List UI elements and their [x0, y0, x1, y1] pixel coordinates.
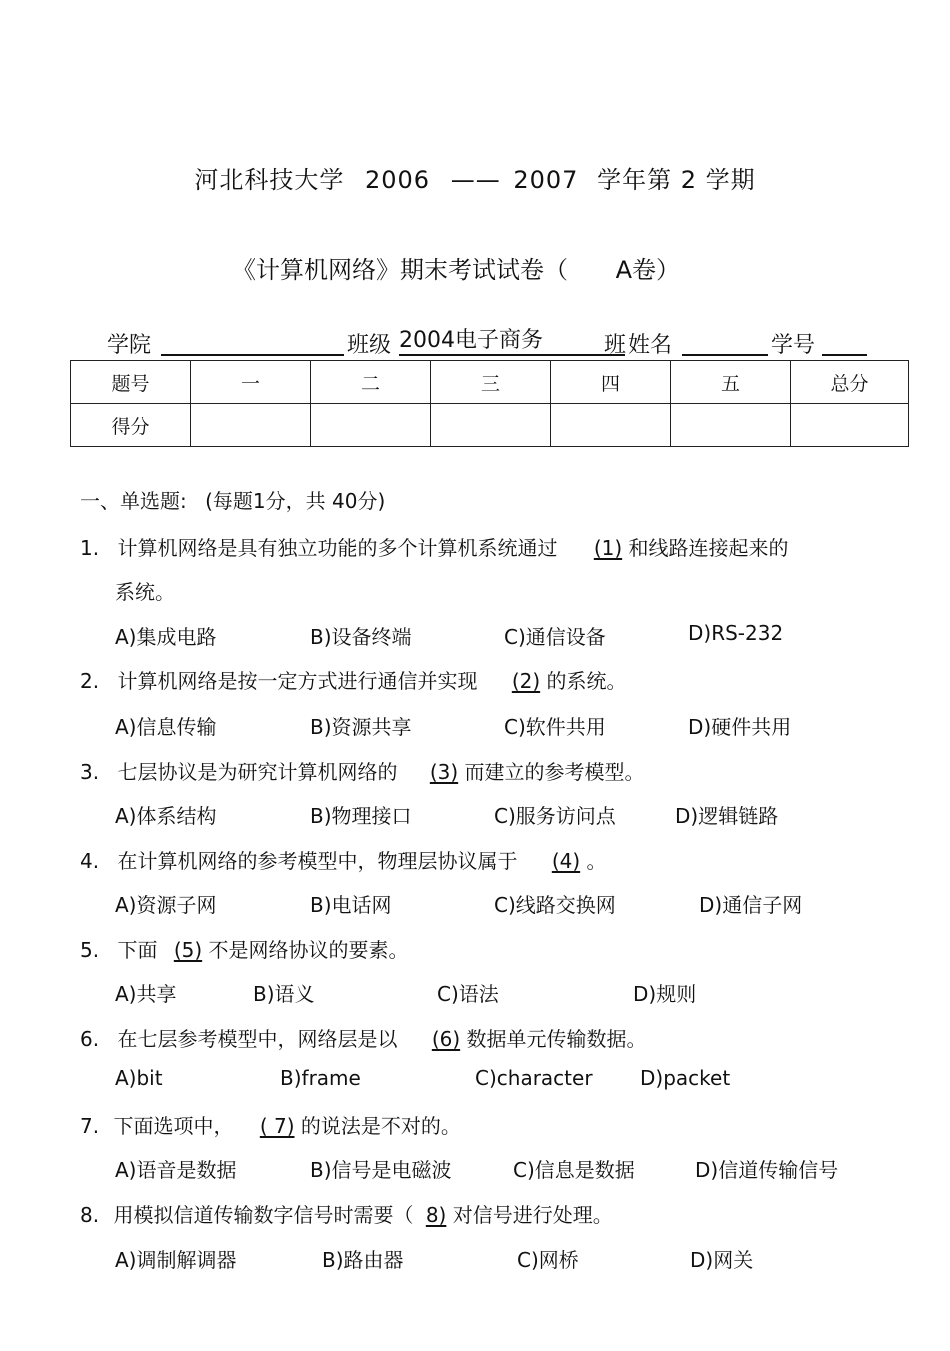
option-c: C)通信设备 [504, 625, 606, 649]
score-cell [551, 404, 671, 447]
exam-title-main: 《计算机网络》期末考试试卷（ [232, 256, 568, 284]
xuenian: 学年第 [597, 166, 673, 194]
class-value [399, 328, 625, 356]
question-text-after: 的系统。 [546, 669, 627, 693]
question-text: 在七层参考模型中，网络层是以 [117, 1027, 398, 1051]
question-7 [80, 1110, 461, 1139]
cell-section-1: 一 [191, 361, 311, 404]
section-heading [80, 485, 385, 514]
option-c: C)信息是数据 [513, 1158, 635, 1182]
answer-blank: (3) [429, 760, 459, 784]
question-text: 下面 [117, 938, 158, 962]
question-6 [80, 1023, 647, 1052]
section-title: 一、单选题: [80, 489, 187, 513]
option-a: A)bit [115, 1066, 163, 1090]
question-text-after: 而建立的参考模型。 [464, 760, 645, 784]
score-cell [671, 404, 791, 447]
answer-blank: (5) [173, 938, 203, 962]
score-table [70, 360, 909, 447]
answer-blank: ( 7) [259, 1114, 295, 1138]
cell-tihao: 题号 [71, 361, 191, 404]
cell-total: 总分 [791, 361, 909, 404]
option-d: D)网关 [690, 1248, 754, 1272]
score-cell [791, 404, 909, 447]
option-d: D)packet [640, 1066, 731, 1090]
option-d: D)硬件共用 [688, 715, 792, 739]
cell-section-4: 四 [551, 361, 671, 404]
option-a: A)调制解调器 [115, 1248, 237, 1272]
question-text: 用模拟信道传输数字信号时需要（ [113, 1203, 414, 1227]
question-text-after: 不是网络协议的要素。 [208, 938, 409, 962]
question-number: 2. [80, 669, 100, 693]
option-d: D)逻辑链路 [675, 804, 779, 828]
option-b: B)设备终端 [310, 625, 412, 649]
cell-defen: 得分 [71, 404, 191, 447]
option-a: A)共享 [115, 982, 177, 1006]
option-a: A)语音是数据 [115, 1158, 237, 1182]
option-b: B)路由器 [322, 1248, 404, 1272]
question-text: 下面选项中， [113, 1114, 234, 1138]
score-cell [311, 404, 431, 447]
question-text-after: 的说法是不对的。 [300, 1114, 461, 1138]
option-a: A)集成电路 [115, 625, 217, 649]
question-number: 6. [80, 1027, 100, 1051]
option-c: C)线路交换网 [494, 893, 616, 917]
option-c: C)网桥 [517, 1248, 579, 1272]
option-b: B)电话网 [310, 893, 392, 917]
question-text: 计算机网络是具有独立功能的多个计算机系统通过 [117, 536, 558, 560]
year-end: 2007 [513, 166, 579, 194]
answer-blank: (4) [551, 849, 581, 873]
year-dash: —— [450, 166, 501, 194]
question-text: 七层协议是为研究计算机网络的 [117, 760, 398, 784]
class-value-text: 2004电子商务 [399, 328, 543, 353]
cell-section-3: 三 [431, 361, 551, 404]
question-3 [80, 756, 645, 785]
question-number: 1. [80, 536, 100, 560]
cell-section-2: 二 [311, 361, 431, 404]
name-blank [682, 354, 768, 356]
cell-section-5: 五 [671, 361, 791, 404]
class-suffix: 班 [604, 333, 627, 358]
option-a: A)资源子网 [115, 893, 217, 917]
question-number: 3. [80, 760, 100, 784]
question-number: 7. [80, 1114, 100, 1138]
option-b: B)信号是电磁波 [310, 1158, 452, 1182]
year-start: 2006 [365, 166, 431, 194]
exam-title [232, 250, 680, 285]
question-number: 4. [80, 849, 100, 873]
question-number: 8. [80, 1203, 100, 1227]
option-d: D)信道传输信号 [695, 1158, 839, 1182]
college-blank [161, 354, 344, 356]
question-text-after: 。 [586, 849, 607, 873]
question-8 [80, 1199, 613, 1228]
student-id-label: 学号 [771, 333, 816, 358]
option-c: C)软件共用 [504, 715, 606, 739]
term-number: 2 [680, 166, 697, 194]
paper-version: A卷） [615, 256, 681, 284]
question-text-after: 对信号进行处理。 [452, 1203, 613, 1227]
class-label: 班级 [347, 333, 392, 358]
option-d: D)通信子网 [699, 893, 803, 917]
name-label: 姓名 [628, 333, 673, 358]
question-1-continuation: 系统。 [115, 580, 175, 604]
option-d: D)规则 [633, 982, 697, 1006]
question-text-after: 数据单元传输数据。 [466, 1027, 647, 1051]
option-a: A)体系结构 [115, 804, 217, 828]
option-b: B)资源共享 [310, 715, 412, 739]
question-5 [80, 934, 409, 963]
option-d: D)RS-232 [688, 621, 784, 645]
option-b: B)物理接口 [310, 804, 412, 828]
option-c: C)语法 [437, 982, 499, 1006]
question-text: 在计算机网络的参考模型中，物理层协议属于 [117, 849, 518, 873]
question-2 [80, 665, 627, 694]
option-b: B)frame [280, 1066, 361, 1090]
section-note: (每题1分，共 40分) [205, 489, 386, 513]
question-1 [80, 532, 789, 561]
answer-blank: (1) [593, 536, 623, 560]
question-number: 5. [80, 938, 100, 962]
exam-header-line1 [0, 160, 950, 195]
score-cell [431, 404, 551, 447]
option-b: B)语义 [253, 982, 315, 1006]
answer-blank: (2) [511, 669, 541, 693]
score-cell [191, 404, 311, 447]
option-c: C)character [475, 1066, 593, 1090]
college-label: 学院 [107, 333, 152, 358]
school-name: 河北科技大学 [194, 166, 345, 194]
option-a: A)信息传输 [115, 715, 217, 739]
answer-blank: (6) [431, 1027, 461, 1051]
xueqi: 学期 [705, 166, 756, 194]
student-id-blank [822, 354, 867, 356]
question-4 [80, 845, 607, 874]
question-text: 计算机网络是按一定方式进行通信并实现 [117, 669, 478, 693]
score-table-score-row [71, 404, 909, 447]
question-text-after: 和线路连接起来的 [628, 536, 789, 560]
option-c: C)服务访问点 [494, 804, 616, 828]
answer-blank: 8) [425, 1203, 447, 1227]
score-table-header-row [71, 361, 909, 404]
